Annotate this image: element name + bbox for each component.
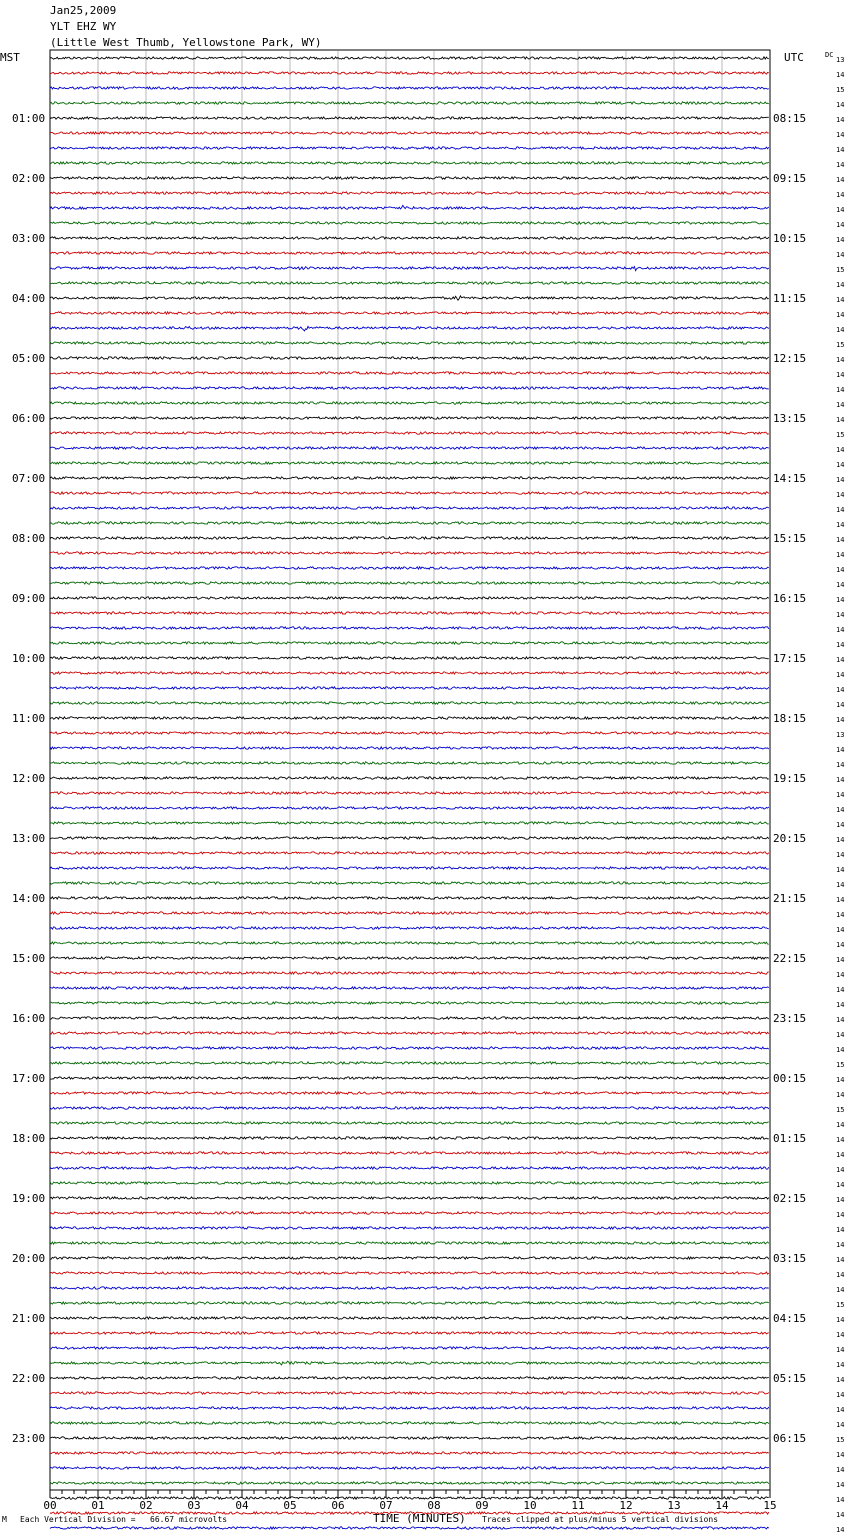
trace-line (50, 1317, 769, 1319)
mst-hour-label: 08:00 (12, 532, 46, 545)
dc-offset-label: 14 (836, 1271, 845, 1279)
dc-offset-label: 14 (836, 1151, 845, 1159)
trace-line (50, 1017, 769, 1019)
dc-offset-label: 15 (836, 266, 845, 274)
dc-offset-label: 14 (836, 71, 845, 79)
trace-line (50, 177, 769, 179)
trace-line (50, 687, 769, 689)
trace-line (50, 837, 769, 839)
x-tick-label: 14 (715, 1499, 729, 1512)
trace-line (50, 1452, 769, 1454)
dc-offset-label: 15 (836, 86, 845, 94)
dc-offset-label: 14 (836, 1091, 845, 1099)
trace-line (50, 387, 769, 389)
trace-line (50, 1347, 769, 1349)
trace-line (50, 402, 769, 404)
footer-scale-note: Each Vertical Division = 66.67 microvolts (20, 1515, 228, 1524)
trace-line (50, 1092, 769, 1094)
dc-offset-label: 14 (836, 566, 845, 574)
x-tick-label: 11 (571, 1499, 585, 1512)
dc-offset-label: 14 (836, 1391, 845, 1399)
dc-offset-label: 14 (836, 611, 845, 619)
trace-line (50, 972, 769, 974)
trace-line (50, 1497, 769, 1499)
trace-line (50, 1407, 769, 1409)
x-tick-label: 10 (523, 1499, 537, 1512)
dc-offset-label: 14 (836, 221, 845, 229)
x-tick-label: 01 (91, 1499, 105, 1512)
trace-line (50, 1377, 769, 1379)
dc-offset-label: 14 (836, 1316, 845, 1324)
trace-line (50, 522, 769, 524)
utc-hour-label: 05:15 (773, 1372, 807, 1385)
dc-offset-label: 14 (836, 416, 845, 424)
dc-offset-label: 14 (836, 1331, 845, 1339)
x-tick-label: 08 (427, 1499, 441, 1512)
trace-line (50, 1272, 769, 1274)
dc-offset-label: 15 (836, 1301, 845, 1309)
dc-offset-label: 14 (836, 926, 845, 934)
utc-hour-label: 00:15 (773, 1072, 807, 1085)
trace-line (50, 267, 769, 271)
dc-offset-label: 14 (836, 1346, 845, 1354)
trace-line (50, 1122, 769, 1124)
station-label: YLT EHZ WY (50, 20, 117, 33)
date-label: Jan25,2009 (50, 4, 117, 17)
trace-line (50, 1212, 769, 1214)
utc-hour-label: 22:15 (773, 952, 807, 965)
trace-line (50, 1257, 769, 1259)
trace-line (50, 912, 769, 914)
dc-offset-label: 14 (836, 176, 845, 184)
trace-line (50, 852, 769, 854)
dc-offset-label: 14 (836, 1451, 845, 1459)
dc-offset-label: 14 (836, 236, 845, 244)
footer-clip-note: Traces clipped at plus/minus 5 vertical divisions (482, 1515, 719, 1524)
dc-offset-label: 14 (836, 356, 845, 364)
trace-line (50, 507, 769, 509)
dc-offset-label: 15 (836, 1061, 845, 1069)
trace-line (50, 432, 769, 434)
mst-hour-label: 12:00 (12, 772, 46, 785)
dc-offset-label: 14 (836, 146, 845, 154)
trace-line (50, 477, 769, 479)
dc-offset-label: 14 (836, 101, 845, 109)
x-axis-title: TIME (MINUTES) (373, 1512, 466, 1525)
footer-mark: M (2, 1515, 7, 1524)
x-tick-label: 06 (331, 1499, 345, 1512)
x-tick-label: 15 (763, 1499, 777, 1512)
dc-offset-label: 14 (836, 1226, 845, 1234)
dc-offset-label: 14 (836, 641, 845, 649)
mst-hour-label: 16:00 (12, 1012, 46, 1025)
dc-offset-label: 14 (836, 461, 845, 469)
dc-offset-label: 14 (836, 116, 845, 124)
trace-line (50, 117, 769, 119)
trace-line (50, 597, 769, 599)
trace-line (50, 296, 769, 300)
trace-line (50, 792, 769, 794)
utc-hour-label: 15:15 (773, 532, 807, 545)
x-tick-label: 07 (379, 1499, 393, 1512)
trace-line (50, 1422, 769, 1424)
dc-offset-label: 15 (836, 1436, 845, 1444)
dc-offset-label: 14 (836, 1016, 845, 1024)
trace-line (50, 342, 769, 344)
dc-offset-label: 14 (836, 866, 845, 874)
trace-line (50, 282, 769, 284)
mst-hour-label: 19:00 (12, 1192, 46, 1205)
dc-offset-label: 14 (836, 686, 845, 694)
trace-line (50, 1482, 769, 1484)
trace-line (50, 1227, 769, 1229)
trace-line (50, 882, 769, 884)
right-axis-title: UTC (784, 51, 804, 64)
utc-hour-label: 14:15 (773, 472, 807, 485)
trace-line (50, 582, 769, 584)
trace-line (50, 162, 769, 164)
trace-line (50, 1287, 769, 1289)
dc-offset-label: 15 (836, 431, 845, 439)
dc-offset-label: 13 (836, 56, 845, 64)
dc-offset-label: 14 (836, 1526, 845, 1534)
mst-hour-label: 15:00 (12, 952, 46, 965)
x-tick-label: 02 (139, 1499, 153, 1512)
dc-offset-label: 14 (836, 1376, 845, 1384)
utc-hour-label: 09:15 (773, 172, 807, 185)
utc-hour-label: 04:15 (773, 1312, 807, 1325)
dc-offset-label: 14 (836, 1421, 845, 1429)
trace-line (50, 87, 769, 89)
dc-offset-label: 14 (836, 326, 845, 334)
trace-line (50, 627, 769, 629)
trace-line (50, 1182, 769, 1184)
dc-label: DC (825, 51, 834, 59)
dc-offset-label: 14 (836, 836, 845, 844)
trace-line (50, 747, 769, 749)
trace-line (50, 657, 769, 659)
utc-hour-label: 01:15 (773, 1132, 807, 1145)
left-axis-title: MST (0, 51, 20, 64)
mst-hour-label: 23:00 (12, 1432, 46, 1445)
mst-hour-label: 17:00 (12, 1072, 46, 1085)
dc-offset-label: 14 (836, 716, 845, 724)
trace-line (50, 1332, 769, 1334)
trace-line (50, 1062, 769, 1064)
dc-offset-label: 14 (836, 1286, 845, 1294)
trace-line (50, 147, 769, 149)
mst-hour-label: 03:00 (12, 232, 46, 245)
dc-offset-label: 14 (836, 776, 845, 784)
mst-hour-label: 18:00 (12, 1132, 46, 1145)
dc-offset-label: 14 (836, 536, 845, 544)
dc-offset-label: 14 (836, 446, 845, 454)
trace-line (50, 867, 769, 869)
trace-line (50, 1047, 769, 1049)
trace-line (50, 717, 769, 719)
trace-line (50, 1077, 769, 1079)
dc-offset-label: 14 (836, 506, 845, 514)
dc-offset-label: 14 (836, 1256, 845, 1264)
dc-offset-label: 14 (836, 1136, 845, 1144)
trace-line (50, 462, 769, 464)
x-tick-label: 12 (619, 1499, 633, 1512)
dc-offset-label: 14 (836, 896, 845, 904)
dc-offset-label: 14 (836, 911, 845, 919)
trace-line (50, 942, 769, 944)
trace-line (50, 237, 769, 239)
x-tick-label: 04 (235, 1499, 249, 1512)
utc-hour-label: 17:15 (773, 652, 807, 665)
dc-offset-label: 14 (836, 281, 845, 289)
trace-line (50, 252, 769, 254)
utc-hour-label: 03:15 (773, 1252, 807, 1265)
trace-line (50, 732, 769, 734)
dc-offset-label: 14 (836, 1496, 845, 1504)
trace-line (50, 132, 769, 134)
dc-offset-label: 14 (836, 491, 845, 499)
dc-offset-label: 14 (836, 806, 845, 814)
dc-offset-label: 14 (836, 596, 845, 604)
trace-line (50, 312, 769, 315)
trace-line (50, 1152, 769, 1154)
dc-offset-label: 14 (836, 1166, 845, 1174)
utc-hour-label: 02:15 (773, 1192, 807, 1205)
dc-offset-label: 14 (836, 521, 845, 529)
trace-line (50, 702, 769, 704)
mst-hour-label: 22:00 (12, 1372, 46, 1385)
trace-line (50, 1002, 769, 1004)
trace-line (50, 1107, 769, 1109)
dc-offset-label: 14 (836, 851, 845, 859)
dc-offset-label: 14 (836, 821, 845, 829)
trace-line (50, 642, 769, 644)
trace-line (50, 552, 769, 554)
mst-hour-label: 21:00 (12, 1312, 46, 1325)
mst-hour-label: 14:00 (12, 892, 46, 905)
dc-offset-label: 14 (836, 1001, 845, 1009)
dc-offset-label: 14 (836, 206, 845, 214)
dc-offset-label: 14 (836, 311, 845, 319)
trace-line (50, 492, 769, 494)
trace-line (50, 357, 769, 359)
trace-line (50, 807, 769, 809)
dc-offset-label: 15 (836, 341, 845, 349)
utc-hour-label: 10:15 (773, 232, 807, 245)
trace-line (50, 612, 769, 614)
trace-line (50, 927, 769, 929)
utc-hour-label: 12:15 (773, 352, 807, 365)
trace-line (50, 192, 769, 194)
mst-hour-label: 20:00 (12, 1252, 46, 1265)
trace-line (50, 987, 769, 989)
dc-offset-label: 14 (836, 1511, 845, 1519)
dc-offset-label: 14 (836, 371, 845, 379)
dc-offset-label: 14 (836, 701, 845, 709)
trace-line (50, 957, 769, 959)
utc-hour-label: 20:15 (773, 832, 807, 845)
dc-offset-label: 14 (836, 131, 845, 139)
trace-line (50, 57, 769, 59)
dc-offset-label: 13 (836, 731, 845, 739)
trace-line (50, 1032, 769, 1034)
utc-hour-label: 21:15 (773, 892, 807, 905)
x-tick-label: 03 (187, 1499, 201, 1512)
mst-hour-label: 01:00 (12, 112, 46, 125)
trace-line (50, 102, 769, 104)
dc-offset-label: 14 (836, 251, 845, 259)
dc-offset-label: 14 (836, 296, 845, 304)
dc-offset-label: 14 (836, 401, 845, 409)
dc-offset-label: 14 (836, 986, 845, 994)
trace-line (50, 1197, 769, 1199)
trace-line (50, 326, 769, 331)
dc-offset-label: 14 (836, 1406, 845, 1414)
trace-line (50, 1392, 769, 1394)
dc-offset-label: 14 (836, 386, 845, 394)
dc-offset-label: 14 (836, 1121, 845, 1129)
dc-offset-label: 14 (836, 761, 845, 769)
trace-line (50, 72, 769, 74)
mst-hour-label: 05:00 (12, 352, 46, 365)
mst-hour-label: 06:00 (12, 412, 46, 425)
utc-hour-label: 23:15 (773, 1012, 807, 1025)
trace-line (50, 1137, 769, 1139)
utc-hour-label: 08:15 (773, 112, 807, 125)
utc-hour-label: 11:15 (773, 292, 807, 305)
dc-offset-label: 14 (836, 656, 845, 664)
trace-line (50, 1167, 769, 1169)
dc-offset-label: 14 (836, 1361, 845, 1369)
mst-hour-label: 09:00 (12, 592, 46, 605)
mst-hour-label: 13:00 (12, 832, 46, 845)
dc-offset-label: 14 (836, 551, 845, 559)
dc-offset-label: 14 (836, 941, 845, 949)
trace-line (50, 762, 769, 764)
dc-offset-label: 14 (836, 1466, 845, 1474)
mst-hour-label: 04:00 (12, 292, 46, 305)
mst-hour-label: 07:00 (12, 472, 46, 485)
trace-line (50, 567, 769, 569)
trace-line (50, 1467, 769, 1469)
dc-offset-label: 14 (836, 1181, 845, 1189)
trace-line (50, 1361, 769, 1365)
trace-line (50, 672, 769, 674)
x-tick-label: 05 (283, 1499, 297, 1512)
utc-hour-label: 18:15 (773, 712, 807, 725)
dc-offset-label: 14 (836, 746, 845, 754)
utc-hour-label: 16:15 (773, 592, 807, 605)
trace-line (50, 1242, 769, 1244)
mst-hour-label: 11:00 (12, 712, 46, 725)
dc-offset-label: 14 (836, 1196, 845, 1204)
dc-offset-label: 14 (836, 671, 845, 679)
trace-line (50, 1302, 769, 1304)
dc-offset-label: 14 (836, 881, 845, 889)
dc-offset-label: 14 (836, 971, 845, 979)
trace-line (50, 777, 769, 779)
dc-offset-label: 15 (836, 1106, 845, 1114)
trace-line (50, 372, 769, 374)
utc-hour-label: 13:15 (773, 412, 807, 425)
x-tick-label: 09 (475, 1499, 489, 1512)
trace-line (50, 222, 769, 224)
dc-offset-label: 14 (836, 161, 845, 169)
trace-line (50, 1527, 769, 1529)
dc-offset-label: 14 (836, 791, 845, 799)
dc-offset-label: 14 (836, 1241, 845, 1249)
dc-offset-label: 14 (836, 1211, 845, 1219)
dc-offset-label: 14 (836, 626, 845, 634)
trace-line (50, 205, 769, 209)
location-label: (Little West Thumb, Yellowstone Park, WY) (50, 36, 322, 49)
mst-hour-label: 02:00 (12, 172, 46, 185)
trace-line (50, 447, 769, 449)
trace-line (50, 897, 769, 899)
trace-line (50, 537, 769, 539)
dc-offset-label: 14 (836, 956, 845, 964)
dc-offset-label: 14 (836, 191, 845, 199)
trace-line (50, 822, 769, 824)
dc-offset-label: 14 (836, 476, 845, 484)
dc-offset-label: 14 (836, 1076, 845, 1084)
trace-line (50, 1437, 769, 1439)
dc-offset-label: 14 (836, 1031, 845, 1039)
dc-offset-label: 14 (836, 1481, 845, 1489)
mst-hour-label: 10:00 (12, 652, 46, 665)
x-tick-label: 13 (667, 1499, 681, 1512)
x-tick-label: 00 (43, 1499, 57, 1512)
dc-offset-label: 14 (836, 1046, 845, 1054)
utc-hour-label: 06:15 (773, 1432, 807, 1445)
trace-line (50, 417, 769, 419)
dc-offset-label: 14 (836, 581, 845, 589)
utc-hour-label: 19:15 (773, 772, 807, 785)
